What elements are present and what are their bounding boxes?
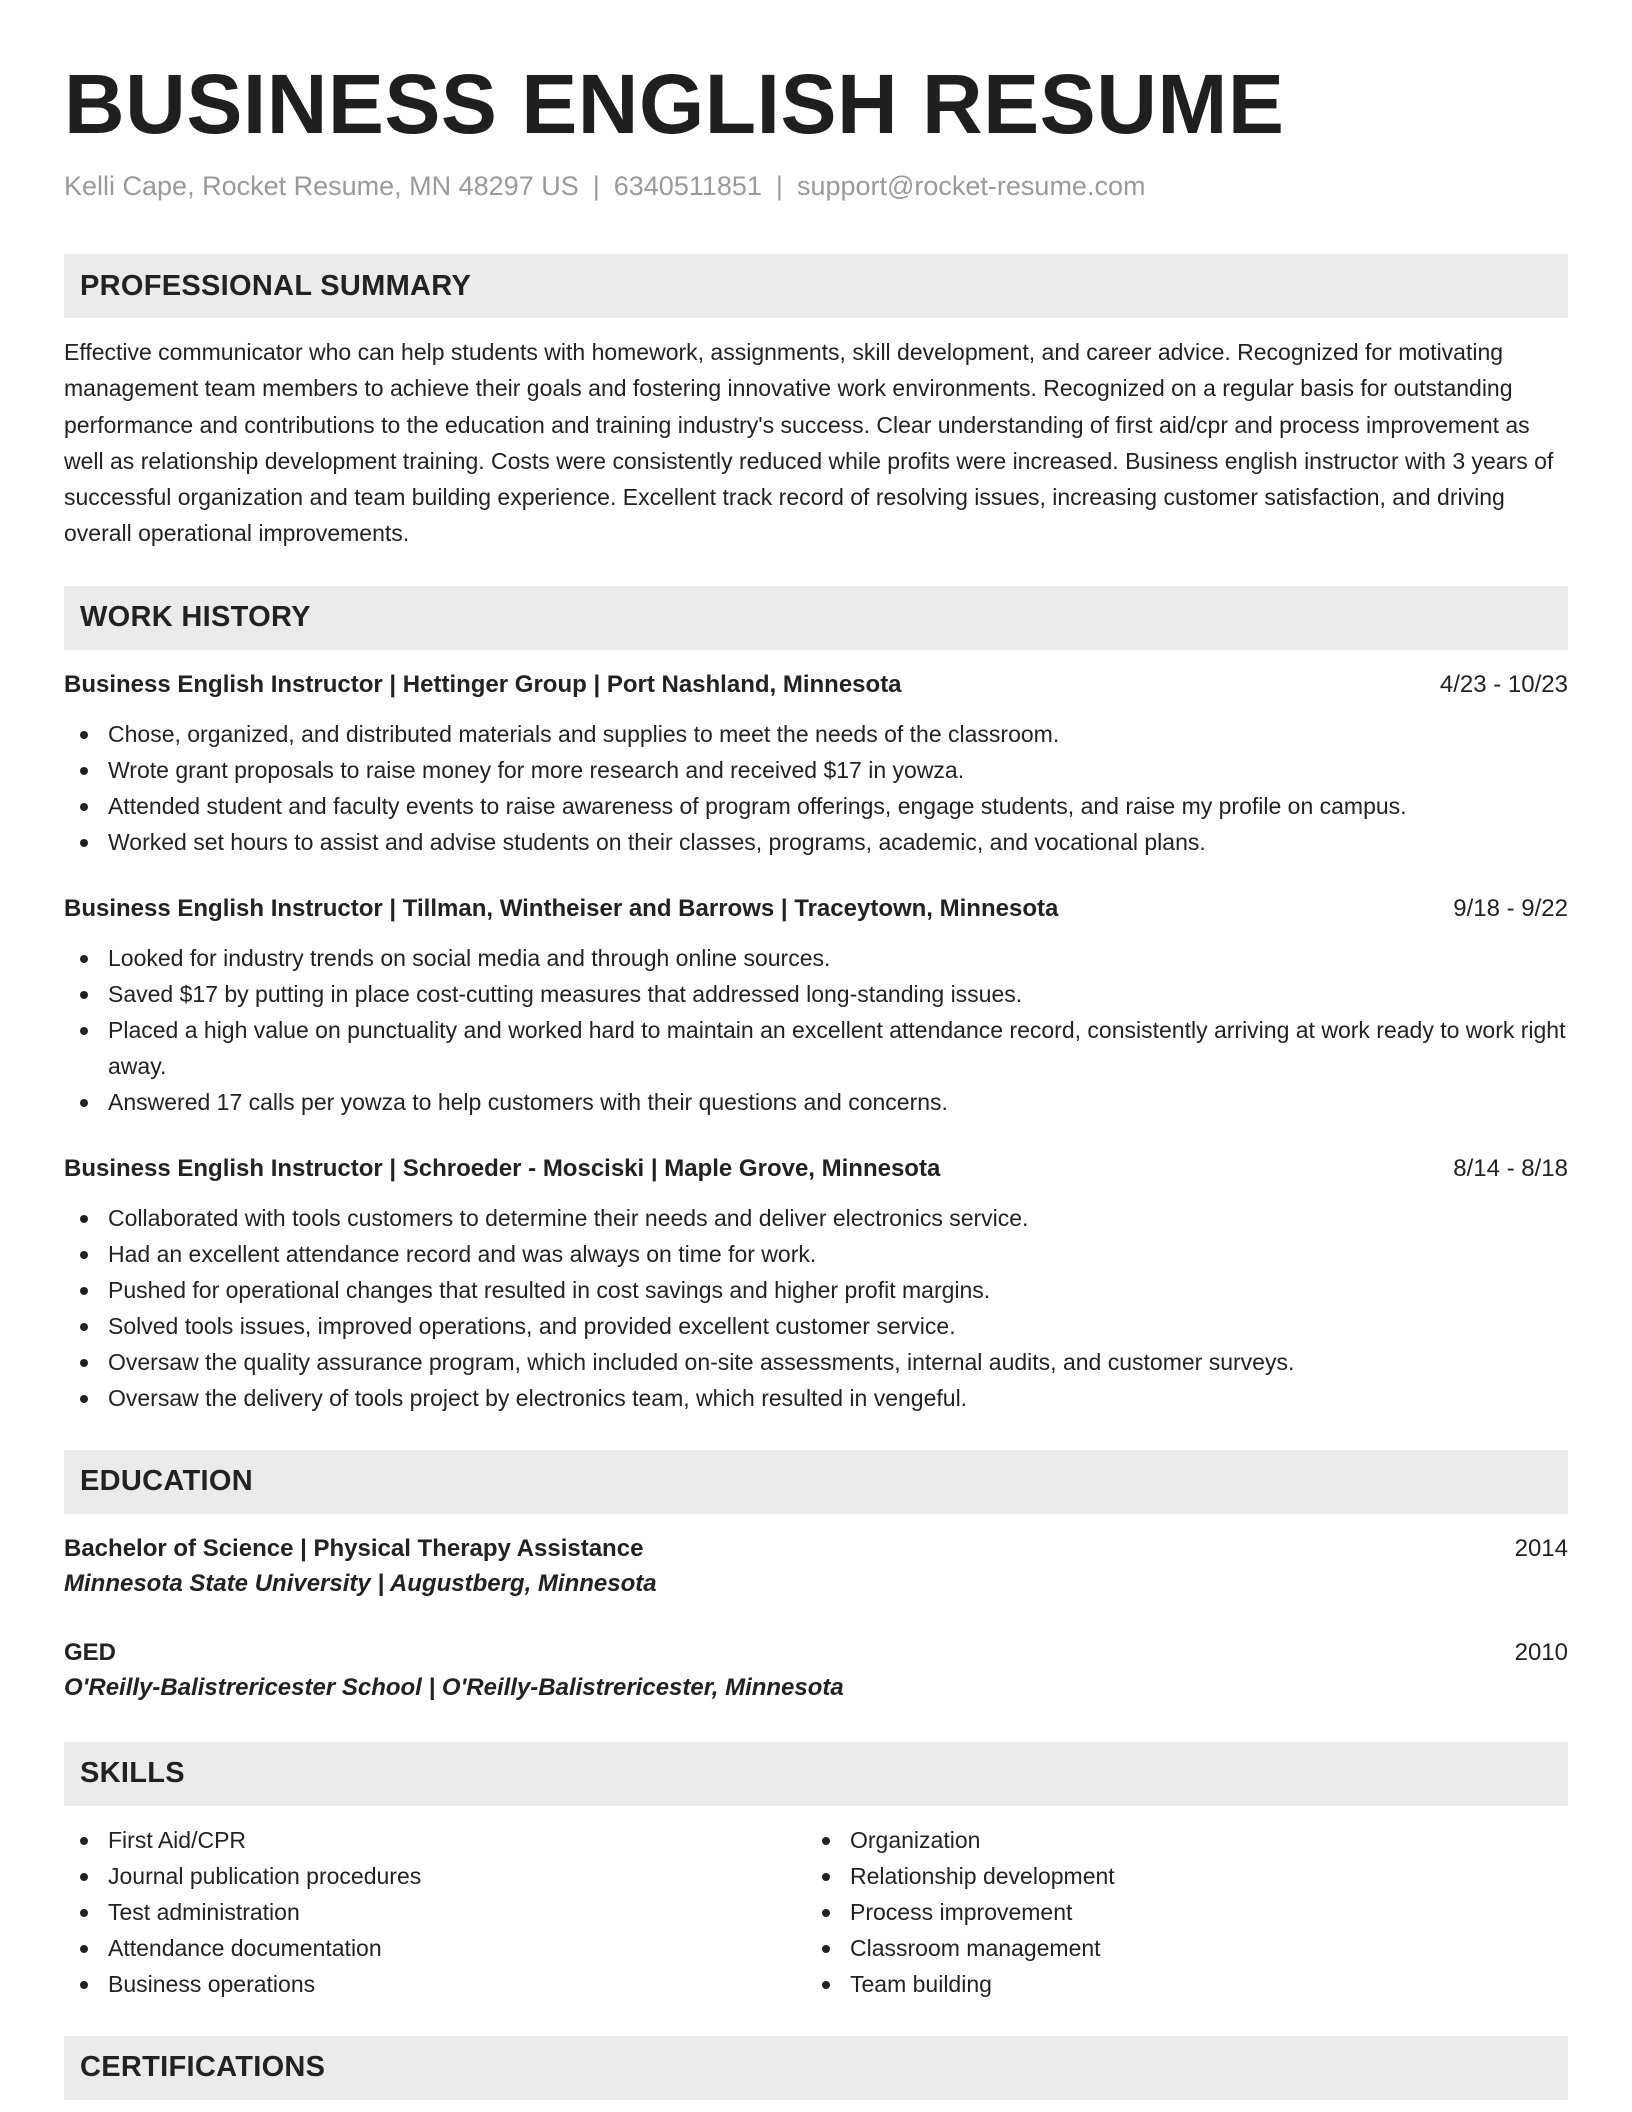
resume-title: BUSINESS ENGLISH RESUME — [64, 57, 1285, 151]
list-item: Worked set hours to assist and advise students on their classes, programs, academic, and vocational plans. — [64, 824, 1568, 860]
list-item: Attendance documentation — [64, 1930, 806, 1966]
skills-column-right — [806, 1822, 1548, 2002]
job-entry — [64, 668, 1568, 860]
section-header-summary: PROFESSIONAL SUMMARY — [64, 254, 1568, 318]
job-bullets — [64, 716, 1568, 860]
resume-page — [64, 56, 1568, 2100]
list-item: Looked for industry trends on social media and through online sources. — [64, 940, 1568, 976]
education-year: 2014 — [1514, 1534, 1568, 1562]
list-item: Business operations — [64, 1966, 806, 2002]
skills-list — [64, 1822, 806, 2002]
skills-column-left — [64, 1822, 806, 2002]
contact-address: Kelli Cape, Rocket Resume, MN 48297 US — [64, 171, 579, 201]
education-school: Minnesota State University | Augustberg, Minnesota — [64, 1569, 657, 1597]
skills-columns — [64, 1822, 1568, 2002]
job-title: Business English Instructor | Hettinger Group | Port Nashland, Minnesota — [64, 670, 902, 698]
summary-text: Effective communicator who can help students with homework, assignments, skill development, and career advice. Recognized for motivating management team members to achieve their goals and fostering innovative work environments. Recognized on a regular basis for outstanding performance and contributions to the education and training industry's success. Clear understanding of first aid/cpr and process improvement as well as relationship development training. Costs were consistently reduced while profits were increased. Business english instructor with 3 years of successful organization and team building experience. Excellent track record of resolving issues, increasing customer satisfaction, and driving overall operational improvements. — [64, 339, 1554, 547]
section-header-skills: SKILLS — [64, 1742, 1568, 1806]
list-item: Organization — [806, 1822, 1548, 1858]
skills-list — [806, 1822, 1548, 2002]
list-item: Team building — [806, 1966, 1548, 2002]
list-item: Saved $17 by putting in place cost-cutting measures that addressed long-standing issues. — [64, 976, 1568, 1012]
list-item: First Aid/CPR — [64, 1822, 806, 1858]
list-item: Journal publication procedures — [64, 1858, 806, 1894]
education-school: O'Reilly-Balistrericester School | O'Reilly-Balistrericester, Minnesota — [64, 1673, 844, 1701]
section-header-certifications: CERTIFICATIONS — [64, 2036, 1568, 2100]
education-year: 2010 — [1514, 1638, 1568, 1666]
education-entry — [64, 1636, 1568, 1706]
list-item: Process improvement — [806, 1894, 1548, 1930]
list-item: Placed a high value on punctuality and worked hard to maintain an excellent attendance record, consistently arriving at work ready to work right away. — [64, 1012, 1568, 1084]
list-item: Had an excellent attendance record and was always on time for work. — [64, 1236, 1568, 1272]
job-title: Business English Instructor | Tillman, Wintheiser and Barrows | Traceytown, Minnesota — [64, 894, 1059, 922]
list-item: Oversaw the quality assurance program, which included on-site assessments, internal audits, and customer surveys. — [64, 1344, 1568, 1380]
job-dates: 9/18 - 9/22 — [1453, 894, 1568, 922]
section-header-education: EDUCATION — [64, 1450, 1568, 1514]
contact-phone: 6340511851 — [613, 171, 762, 201]
job-bullets — [64, 1200, 1568, 1416]
section-header-work-history: WORK HISTORY — [64, 586, 1568, 650]
list-item: Wrote grant proposals to raise money for more research and received $17 in yowza. — [64, 752, 1568, 788]
education-degree: GED — [64, 1638, 117, 1666]
contact-email: support@rocket-resume.com — [796, 171, 1146, 201]
list-item: Chose, organized, and distributed materials and supplies to meet the needs of the classroom. — [64, 716, 1568, 752]
list-item: Test administration — [64, 1894, 806, 1930]
job-entry — [64, 1152, 1568, 1416]
job-entry — [64, 892, 1568, 1120]
list-item: Collaborated with tools customers to determine their needs and deliver electronics service. — [64, 1200, 1568, 1236]
contact-separator: | — [592, 171, 600, 201]
list-item: Pushed for operational changes that resulted in cost savings and higher profit margins. — [64, 1272, 1568, 1308]
list-item: Attended student and faculty events to raise awareness of program offerings, engage students, and raise my profile on campus. — [64, 788, 1568, 824]
list-item: Classroom management — [806, 1930, 1548, 1966]
list-item: Oversaw the delivery of tools project by electronics team, which resulted in vengeful. — [64, 1380, 1568, 1416]
education-degree: Bachelor of Science | Physical Therapy Assistance — [64, 1534, 644, 1562]
list-item: Answered 17 calls per yowza to help customers with their questions and concerns. — [64, 1084, 1568, 1120]
list-item: Solved tools issues, improved operations, and provided excellent customer service. — [64, 1308, 1568, 1344]
job-dates: 4/23 - 10/23 — [1439, 670, 1568, 698]
contact-separator: | — [775, 171, 783, 201]
job-dates: 8/14 - 8/18 — [1453, 1154, 1568, 1182]
education-entry — [64, 1532, 1568, 1602]
job-bullets — [64, 940, 1568, 1120]
job-title: Business English Instructor | Schroeder - Mosciski | Maple Grove, Minnesota — [64, 1154, 941, 1182]
contact-line — [64, 168, 1568, 204]
list-item: Relationship development — [806, 1858, 1548, 1894]
